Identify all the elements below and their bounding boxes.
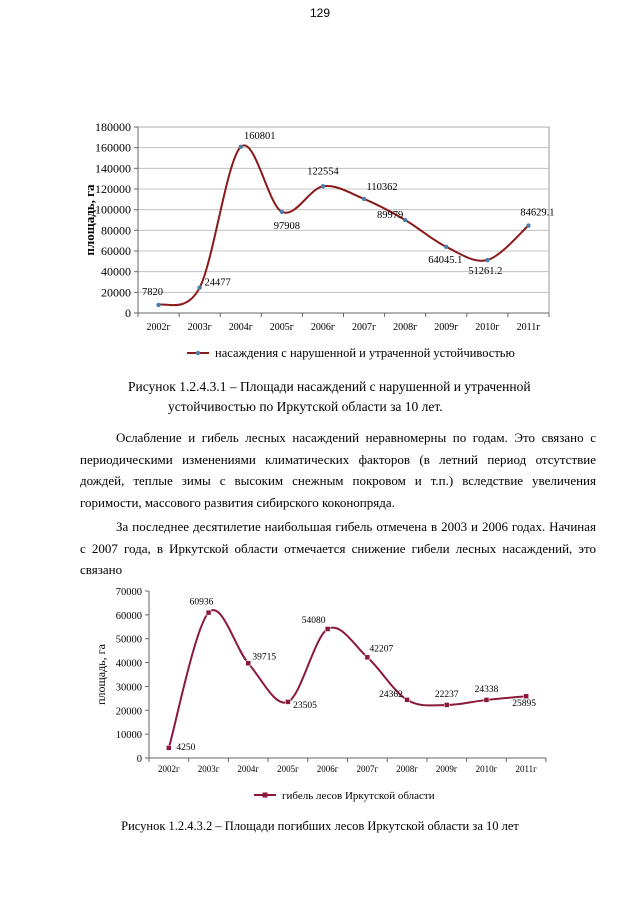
data-point — [325, 626, 330, 631]
y-tick-label: 0 — [136, 754, 142, 765]
legend-marker — [263, 793, 268, 798]
x-tick-label: 2007г — [351, 322, 377, 333]
x-tick-label: 2006г — [316, 764, 339, 774]
data-point — [444, 702, 449, 707]
data-point — [321, 184, 325, 188]
data-label: 51261.2 — [468, 266, 503, 278]
x-tick-label: 2002г — [146, 322, 171, 333]
x-tick-label: 2011г — [516, 322, 541, 333]
figure1-caption-line2: устойчивостью по Иркутской области за 10 лет. — [168, 399, 443, 414]
data-label: 122554 — [307, 166, 339, 178]
data-label: 160801 — [244, 130, 276, 142]
x-tick-label: 2003г — [187, 322, 212, 333]
figure1-caption-line1: Рисунок 1.2.4.3.1 – Площади насаждений с нарушенной и утраченной — [128, 379, 531, 394]
data-label: 54080 — [301, 615, 326, 626]
y-tick-label: 0 — [125, 306, 131, 320]
x-tick-label: 2011г — [515, 764, 537, 774]
y-axis-title: площадь, га — [82, 184, 97, 256]
y-tick-label: 60000 — [101, 244, 131, 258]
legend-label: гибель лесов Иркутской области — [282, 790, 435, 802]
data-point — [484, 697, 489, 702]
y-tick-label: 20000 — [115, 706, 142, 718]
y-tick-label: 10000 — [115, 730, 142, 742]
x-tick-label: 2010г — [475, 764, 498, 774]
data-point — [365, 655, 370, 660]
data-label: 24338 — [474, 684, 499, 695]
data-label: 23505 — [293, 700, 317, 711]
y-tick-label: 120000 — [95, 182, 131, 196]
x-tick-label: 2003г — [197, 764, 220, 774]
page-number: 129 — [309, 6, 331, 20]
x-tick-label: 2010г — [475, 322, 500, 333]
y-tick-label: 140000 — [95, 161, 131, 176]
paragraph-1: Ослабление и гибель лесных насаждений неравномерны по годам. Это связано с периодическими изменениями климатических факторов (в летний период отсутствие дождей, теплые зимы с высоким снежным покровом и т.п.) вследствие увеличения горимости, массового развития сибирского коконопряда. — [80, 430, 596, 510]
data-point — [166, 745, 171, 750]
data-point — [526, 223, 530, 227]
data-label: 89979 — [377, 210, 404, 222]
data-point — [285, 699, 290, 704]
data-label: 42207 — [369, 644, 394, 655]
data-point — [156, 303, 160, 307]
chart-damaged-stands — [0, 110, 640, 370]
x-tick-label: 2005г — [277, 764, 299, 774]
data-label: 64045.1 — [428, 254, 463, 266]
y-tick-label: 30000 — [115, 682, 142, 694]
y-tick-label: 70000 — [115, 587, 142, 598]
paragraph-2: За последнее десятилетие наибольшая гибель отмечена в 2003 и 2006 годах. Начиная с 2007 года, в Иркутской области отмечается снижение гибели лесных насаждений, это связано — [80, 519, 596, 577]
data-point — [403, 218, 407, 222]
y-tick-label: 60000 — [115, 610, 142, 622]
figure2-caption: Рисунок 1.2.4.3.2 – Площади погибших лесов Иркутской области за 10 лет — [121, 819, 519, 833]
y-tick-label: 20000 — [101, 285, 131, 300]
x-tick-label: 2005г — [269, 322, 294, 333]
data-label: 22237 — [434, 689, 459, 700]
y-tick-label: 100000 — [95, 202, 131, 217]
legend-label: насаждения с нарушенной и утраченной устойчивостью — [215, 346, 515, 360]
y-tick-label: 40000 — [101, 264, 131, 279]
data-point — [246, 661, 251, 666]
x-tick-label: 2009г — [434, 322, 459, 333]
x-tick-label: 2008г — [396, 764, 418, 774]
legend-marker — [196, 351, 200, 355]
data-label: 24477 — [204, 277, 231, 289]
y-tick-label: 80000 — [101, 223, 131, 238]
x-tick-label: 2004г — [237, 764, 260, 774]
chart-forest-loss — [0, 580, 640, 810]
data-label: 25895 — [512, 699, 537, 710]
data-label: 84629.1 — [520, 207, 555, 219]
plot-frame — [138, 127, 549, 313]
data-label: 60936 — [189, 597, 214, 608]
data-label: 39715 — [252, 652, 277, 663]
data-point — [524, 694, 529, 699]
data-point — [206, 610, 211, 615]
data-label: 4250 — [176, 742, 196, 753]
data-label: 7820 — [142, 286, 164, 298]
x-tick-label: 2007г — [356, 764, 379, 774]
data-label: 110362 — [366, 181, 398, 193]
x-tick-label: 2002г — [157, 764, 180, 774]
y-tick-label: 40000 — [115, 658, 142, 670]
y-tick-label: 180000 — [95, 120, 131, 134]
y-tick-label: 160000 — [95, 140, 131, 155]
data-point — [280, 210, 284, 214]
data-point — [485, 258, 489, 262]
x-tick-label: 2006г — [310, 322, 336, 333]
y-tick-label: 50000 — [115, 634, 142, 646]
series-line — [169, 610, 526, 748]
data-point — [239, 145, 243, 149]
x-tick-label: 2008г — [393, 322, 418, 333]
x-tick-label: 2009г — [435, 764, 458, 774]
data-label: 97908 — [273, 220, 300, 232]
x-tick-label: 2004г — [228, 322, 253, 333]
data-point — [444, 245, 448, 249]
data-label: 24362 — [379, 689, 403, 700]
data-point — [405, 697, 410, 702]
data-point — [197, 286, 201, 290]
data-point — [362, 197, 366, 201]
y-axis-title: площадь, га — [94, 644, 108, 705]
